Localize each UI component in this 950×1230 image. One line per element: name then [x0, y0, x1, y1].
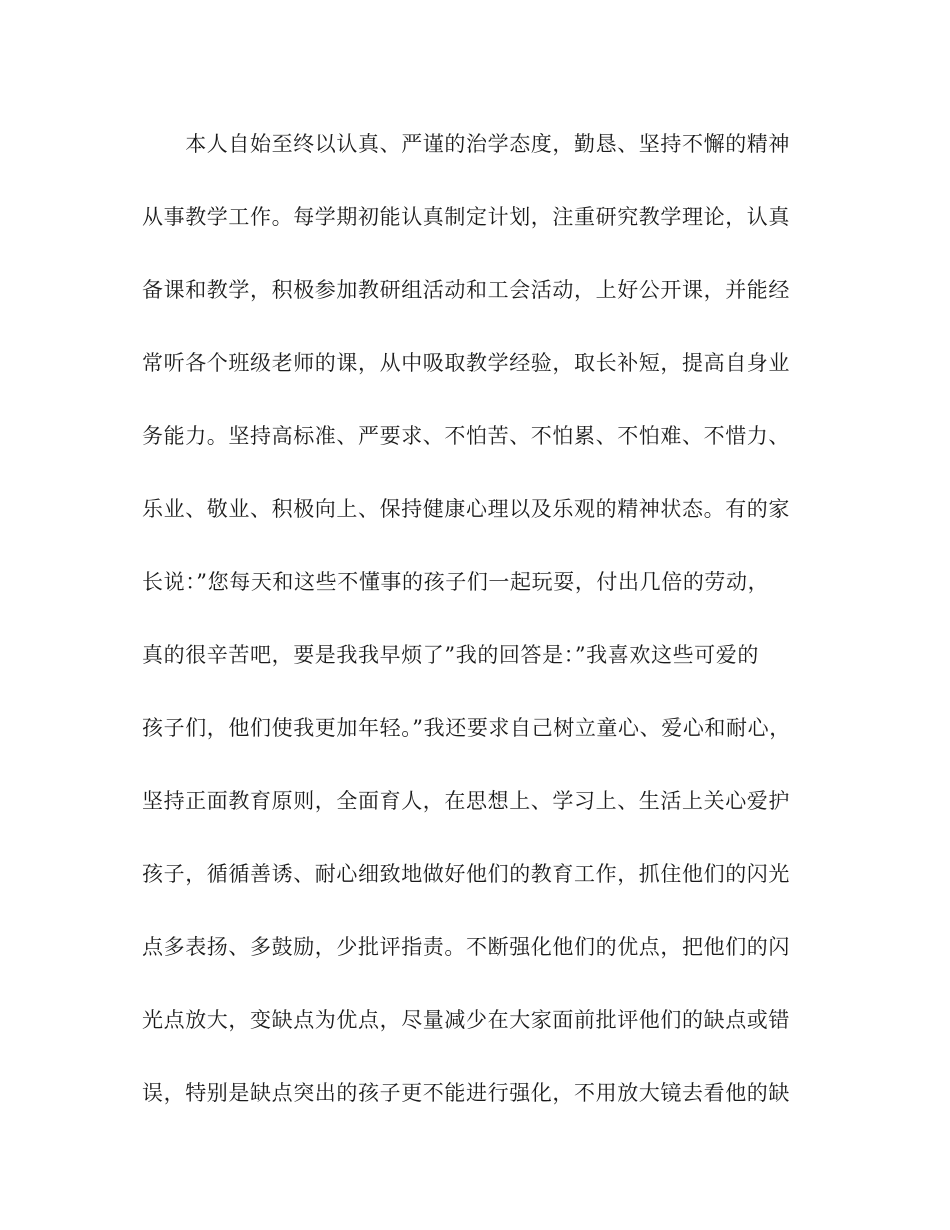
text-line-10: 坚持正面教育原则，全面育人，在思想上、学习上、生活上关心爱护: [142, 789, 790, 813]
text-line-11: 孩子，循循善诱、耐心细致地做好他们的教育工作，抓住他们的闪光: [142, 862, 790, 886]
text-line-13: 光点放大，变缺点为优点，尽量减少在大家面前批评他们的缺点或错: [142, 1008, 790, 1032]
text-line-3: 备课和教学，积极参加教研组活动和工会活动，上好公开课，并能经: [142, 278, 790, 302]
text-line-9: 孩子们，他们使我更加年轻。”我还要求自己树立童心、爱心和耐心，: [142, 716, 791, 740]
text-line-14: 误，特别是缺点突出的孩子更不能进行强化，不用放大镜去看他的缺: [142, 1081, 790, 1105]
text-line-5: 务能力。坚持高标准、严要求、不怕苦、不怕累、不怕难、不惜力、: [142, 424, 790, 448]
body-paragraph: [142, 124, 822, 1146]
text-line-6: 乐业、敬业、积极向上、保持健康心理以及乐观的精神状态。有的家: [142, 497, 790, 521]
text-line-2: 从事教学工作。每学期初能认真制定计划，注重研究教学理论，认真: [142, 205, 790, 229]
text-line-8: 真的很辛苦吧，要是我我早烦了”我的回答是：”我喜欢这些可爱的: [142, 643, 759, 667]
text-line-7: 长说：”您每天和这些不懂事的孩子们一起玩耍，付出几倍的劳动，: [142, 570, 770, 594]
text-line-1: 本人自始至终以认真、严谨的治学态度，勤恳、坚持不懈的精神: [142, 132, 790, 156]
text-line-12: 点多表扬、多鼓励，少批评指责。不断强化他们的优点，把他们的闪: [142, 935, 790, 959]
text-line-4: 常听各个班级老师的课，从中吸取教学经验，取长补短，提高自身业: [142, 351, 790, 375]
